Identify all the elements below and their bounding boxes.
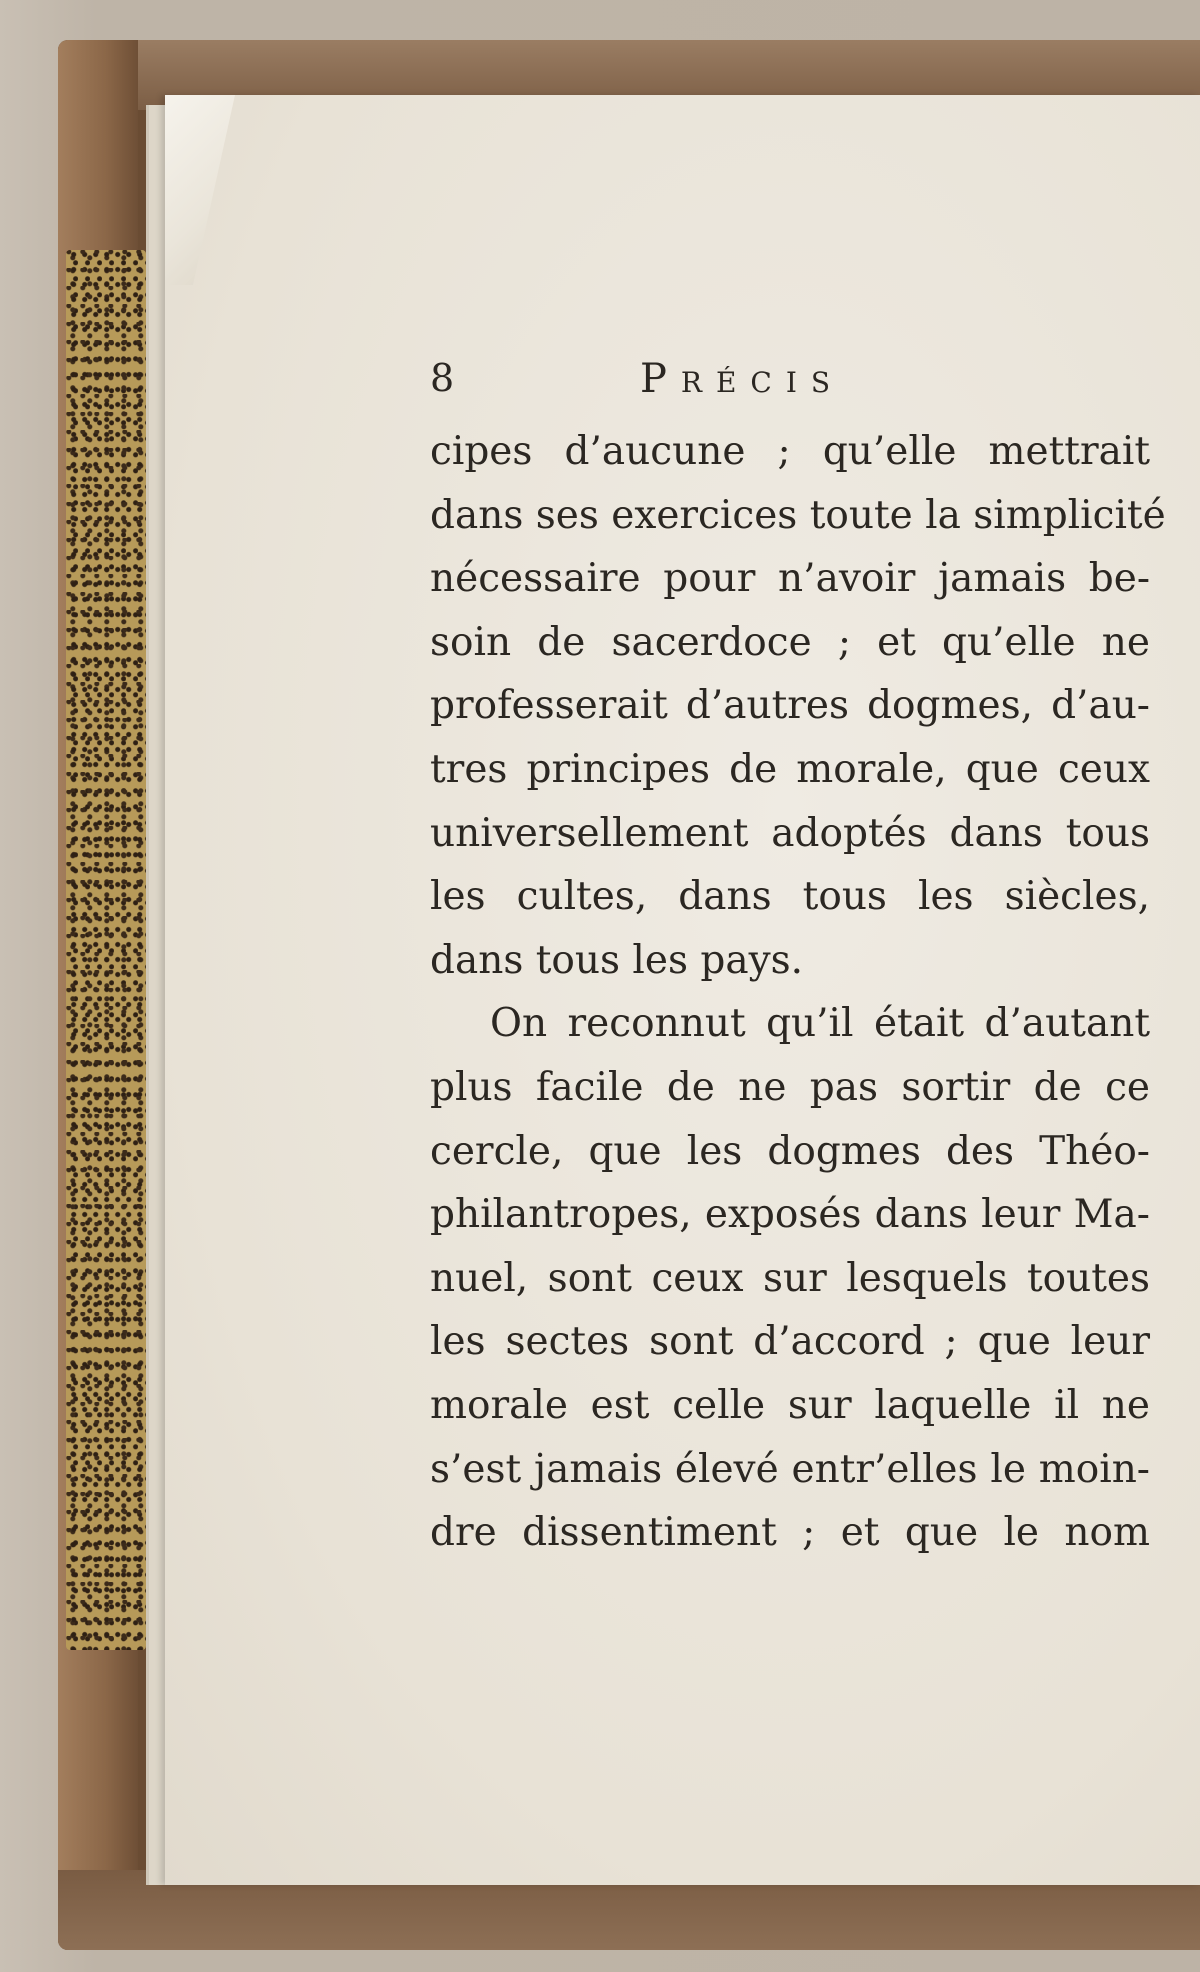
text-line: On reconnut qu’il était d’autant <box>490 1001 1150 1047</box>
text-line: tres principes de morale, que ceux <box>430 746 1150 792</box>
text-line: s’est jamais élevé entr’elles le moin- <box>430 1446 1150 1492</box>
text-line: dre dissentiment ; et que le nom <box>430 1510 1150 1556</box>
text-line: morale est celle sur laquelle il ne <box>430 1382 1150 1428</box>
text-line: nuel, sont ceux sur lesquels toutes <box>430 1255 1150 1301</box>
text-line: universellement adoptés dans tous <box>430 810 1150 856</box>
text-line: plus facile de ne pas sortir de ce <box>430 1064 1150 1110</box>
page-body <box>430 420 1166 1565</box>
text-line: philantropes, exposés dans leur Ma- <box>430 1192 1150 1238</box>
text-line: les cultes, dans tous les siècles, <box>430 874 1150 920</box>
paragraph <box>430 420 1166 992</box>
page-header <box>430 356 950 406</box>
marbled-board <box>66 250 146 1650</box>
text-line: cipes d’aucune ; qu’elle mettrait <box>430 429 1150 474</box>
text-line: soin de sacerdoce ; et qu’elle ne <box>430 619 1150 665</box>
text-line: dans ses exercices toute la simplicité <box>430 492 1166 538</box>
text-line: dans tous les pays. <box>430 937 804 983</box>
text-line: cercle, que les dogmes des Théo- <box>430 1128 1150 1174</box>
text-line: professerait d’autres dogmes, d’au- <box>430 683 1150 729</box>
running-head: Précis <box>640 356 845 402</box>
page-number: 8 <box>430 356 455 400</box>
text-line: nécessaire pour n’avoir jamais be- <box>430 556 1150 602</box>
paragraph <box>430 992 1150 1564</box>
text-line: les sectes sont d’accord ; que leur <box>430 1319 1150 1365</box>
